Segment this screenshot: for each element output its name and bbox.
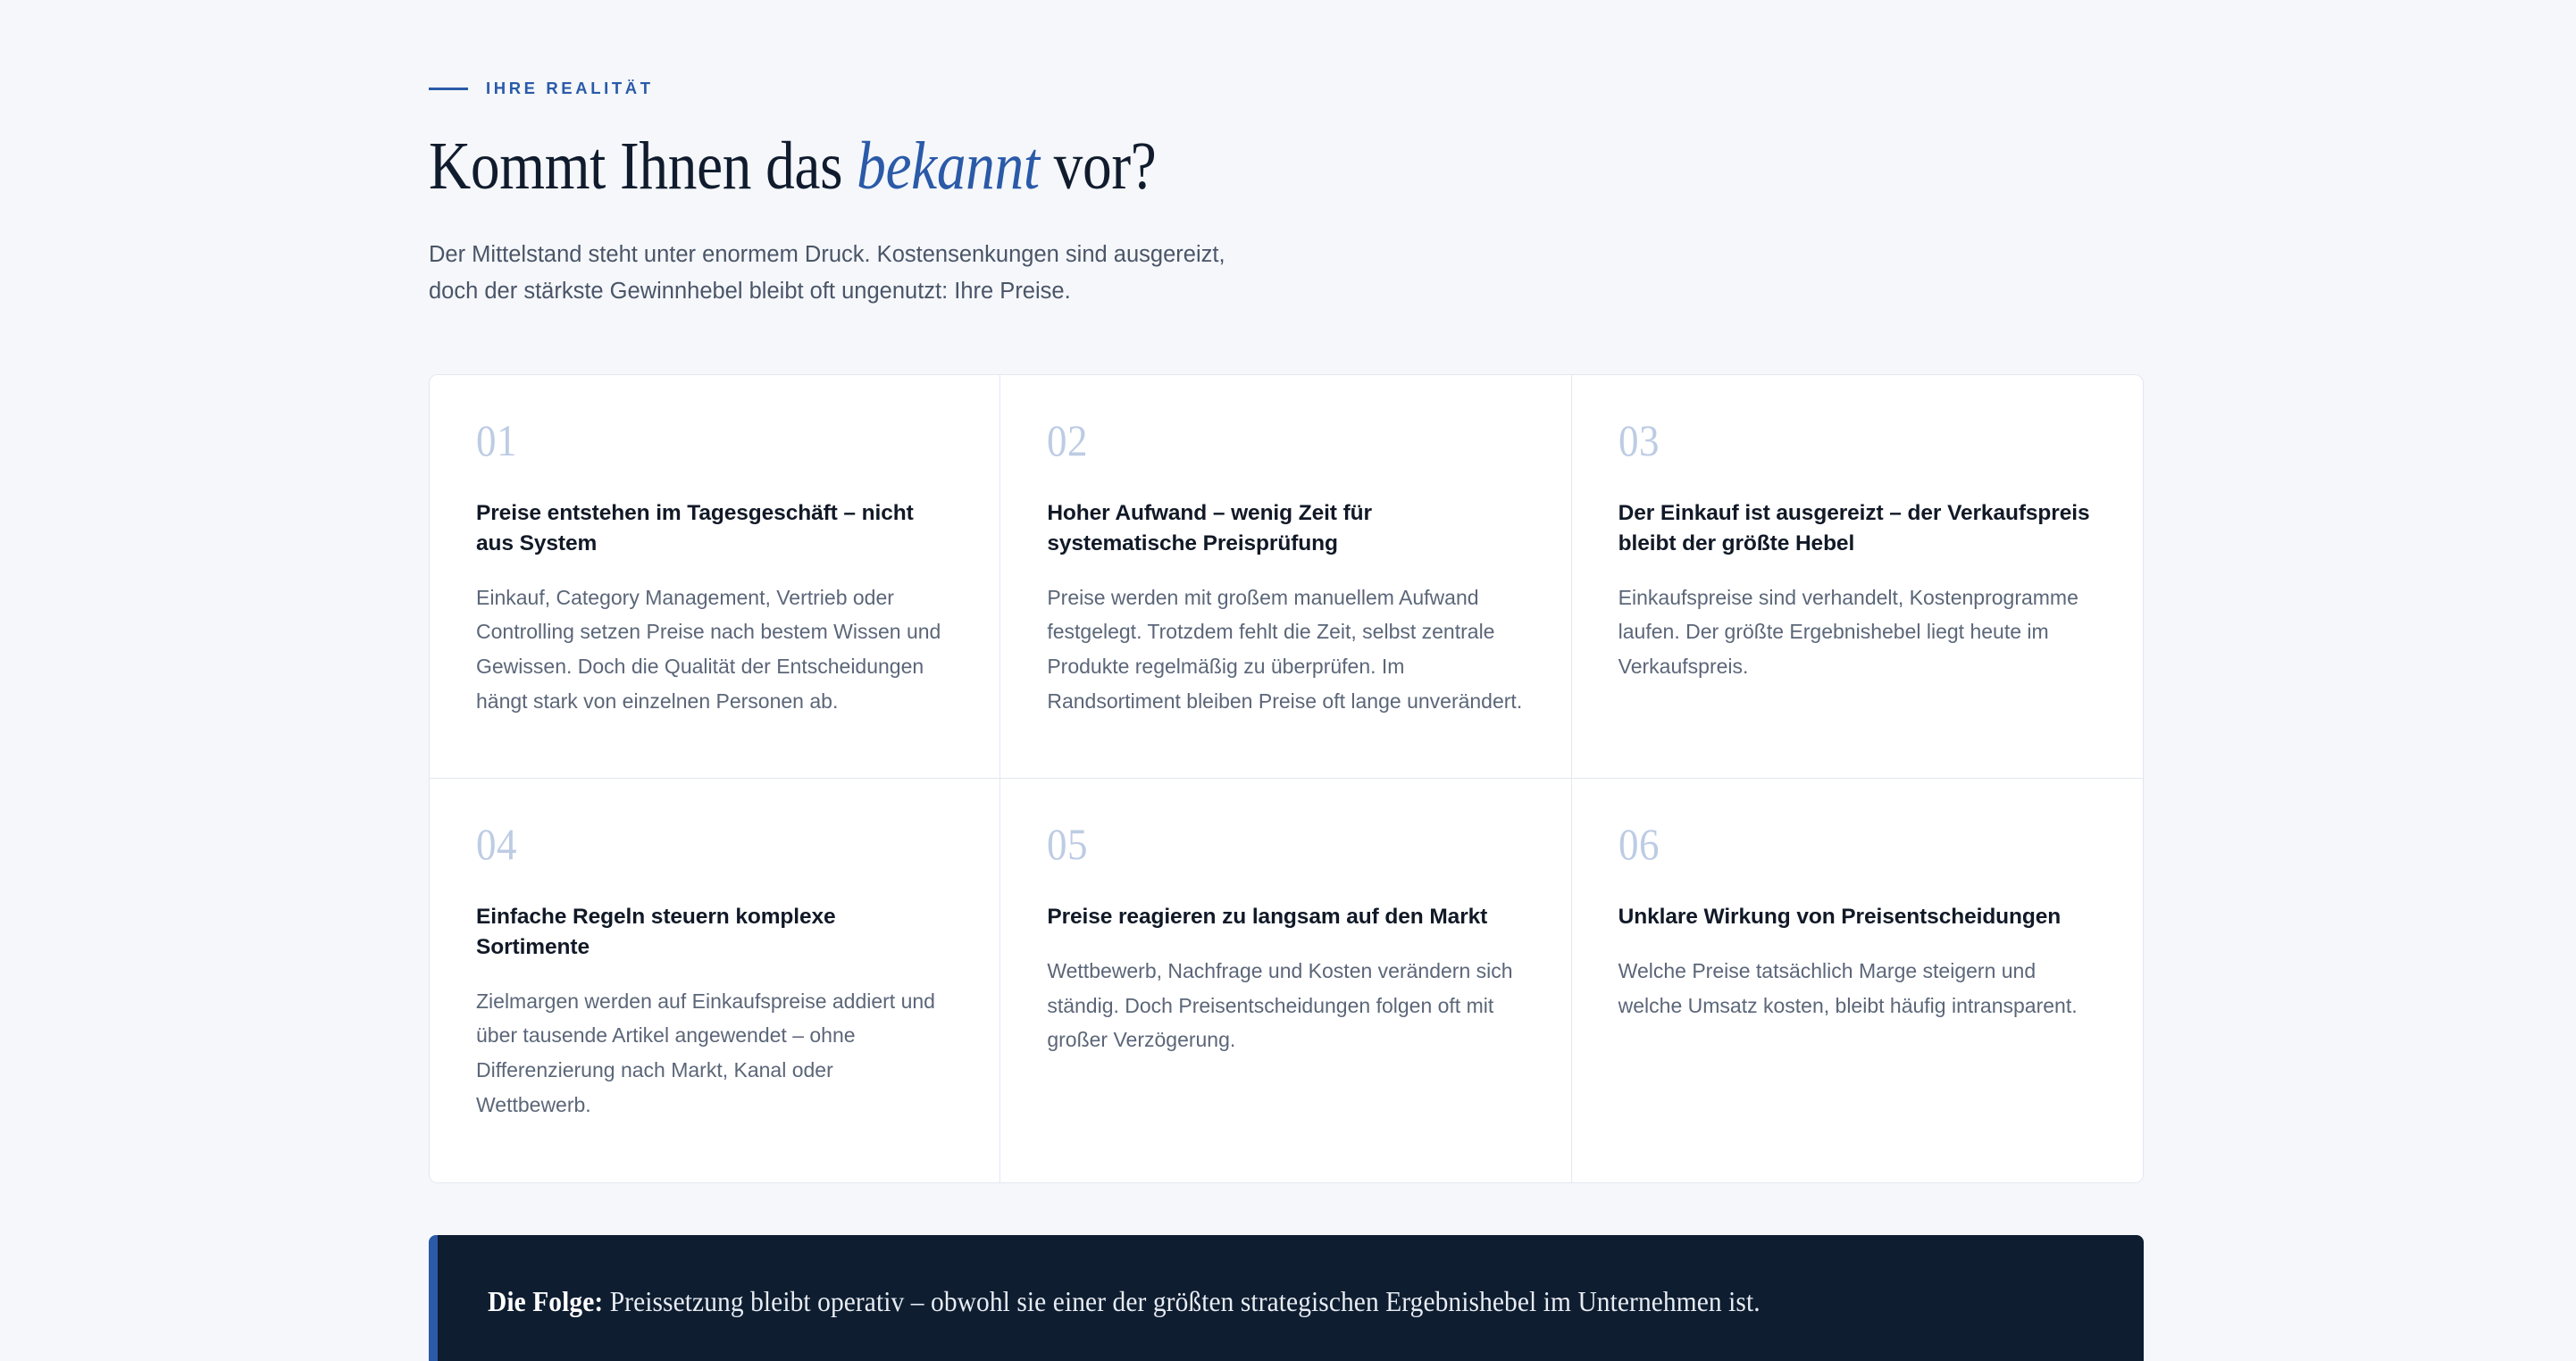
intro-line-1: Der Mittelstand steht unter enormem Druck. Kostensenkungen sind ausgereizt, [429,241,1225,267]
card-title: Preise entstehen im Tagesgeschäft – nicht aus System [476,501,914,555]
card-title: Preise reagieren zu langsam auf den Markt [1047,905,1488,930]
card-number: 05 [1047,819,1089,870]
content-container [429,0,2144,1361]
banner-lead: Die Folge: [488,1284,604,1317]
heading-after: vor? [1039,129,1157,204]
problem-card [1000,779,1571,1182]
card-number: 06 [1618,819,1660,870]
problem-card [1000,375,1571,779]
intro-line-2: doch der stärkste Gewinnhebel bleibt oft ungenutzt: Ihre Preise. [429,278,1071,304]
heading-accent: bekannt [857,129,1040,204]
conclusion-banner [429,1235,2144,1361]
eyebrow-label: IHRE REALITÄT [486,79,654,97]
section-eyebrow [429,79,2144,98]
card-body: Wettbewerb, Nachfrage und Kosten verändern sich ständig. Doch Preisentscheidungen folgen oft mit großer Verzögerung. [1047,958,1513,1052]
problem-card [430,779,1000,1182]
banner-text [488,1282,1761,1322]
card-body: Einkauf, Category Management, Vertrieb oder Controlling setzen Preise nach bestem Wissen und Gewissen. Doch die Qualität der Entscheidungen hängt stark von einzelnen Personen ab. [476,585,941,713]
card-title: Unklare Wirkung von Preisentscheidungen [1618,905,2062,930]
card-title: Der Einkauf ist ausgereizt – der Verkaufspreis bleibt der größte Hebel [1618,501,2090,555]
problem-card [1572,375,2143,779]
section-intro [429,237,1411,311]
card-title: Einfache Regeln steuern komplexe Sortimente [476,905,836,959]
card-number: 03 [1618,415,1660,466]
card-body: Einkaufspreise sind verhandelt, Kostenprogramme laufen. Der größte Ergebnishebel liegt heute im Verkaufspreis. [1618,585,2078,678]
heading-before: Kommt Ihnen das [429,129,857,204]
card-number: 04 [476,819,517,870]
problem-card [430,375,1000,779]
card-number: 01 [476,415,517,466]
page-title [429,130,1903,203]
card-body: Preise werden mit großem manuellem Aufwand festgelegt. Trotzdem fehlt die Zeit, selbst zentrale Produkte regelmäßig zu überprüfen. Im Randsortiment bleiben Preise oft lange unverändert. [1047,585,1523,713]
card-body: Welche Preise tatsächlich Marge steigern und welche Umsatz kosten, bleibt häufig intransparent. [1618,958,2078,1017]
card-title: Hoher Aufwand – wenig Zeit für systematische Preisprüfung [1047,501,1372,555]
problem-card [1572,779,2143,1182]
problem-card-grid [429,374,2144,1183]
card-number: 02 [1047,415,1089,466]
eyebrow-rule-icon [429,88,468,90]
card-body: Zielmargen werden auf Einkaufspreise addiert und über tausende Artikel angewendet – ohne Differenzierung nach Markt, Kanal oder Wettbewerb. [476,989,935,1116]
banner-body: Preissetzung bleibt operativ – obwohl sie einer der größten strategischen Ergebnishebel im Unternehmen ist. [603,1284,1761,1317]
